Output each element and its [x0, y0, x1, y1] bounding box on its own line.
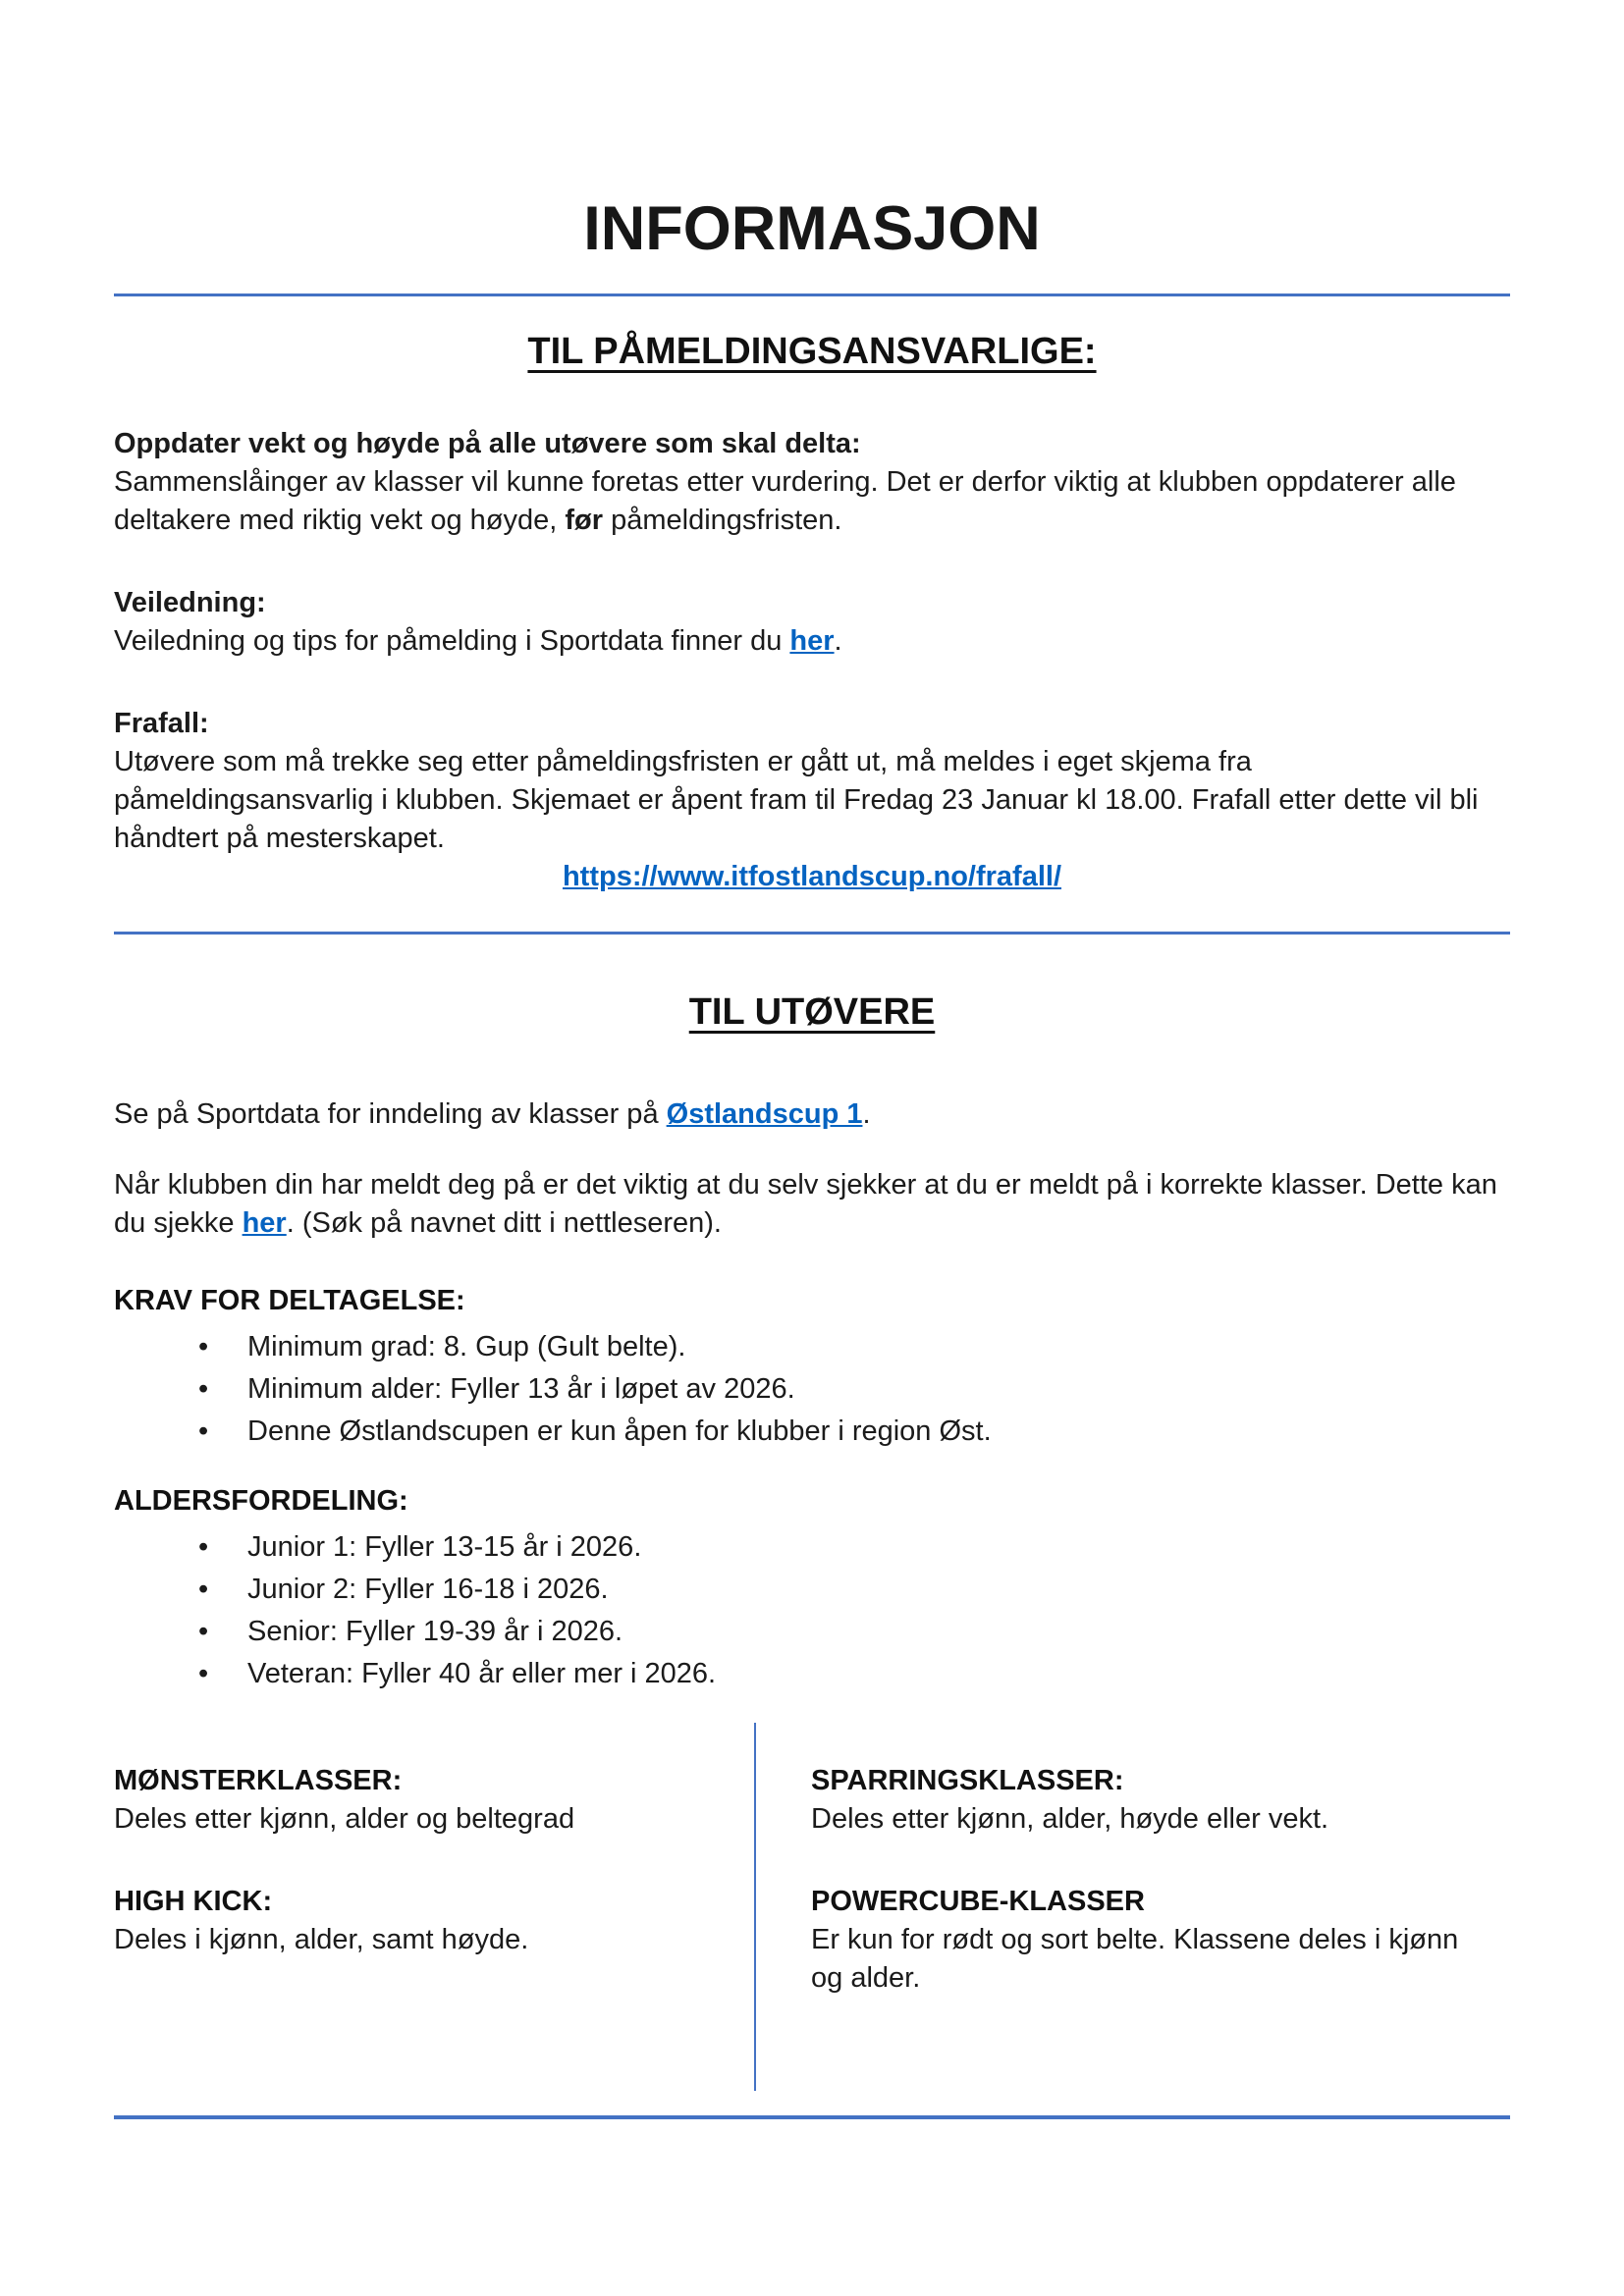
list-item — [114, 1571, 1510, 1609]
update-weight-paragraph — [114, 425, 1510, 540]
list-item — [114, 1613, 1510, 1651]
powercube-block — [811, 1883, 1463, 1998]
bullet-icon: • — [198, 1331, 209, 1362]
section-divider-top — [114, 294, 1510, 296]
classes-line-1: Se på Sportdata for inndeling av klasser på — [114, 1098, 667, 1130]
class-types-columns — [114, 1723, 1510, 2091]
bullet-icon: • — [198, 1616, 209, 1647]
age-group-text: Veteran: Fyller 40 år eller mer i 2026. — [247, 1658, 717, 1689]
registration-section-heading: TIL PÅMELDINGSANSVARLIGE: — [527, 331, 1097, 372]
classes-line — [114, 1095, 1510, 1134]
highkick-heading: HIGH KICK: — [114, 1886, 273, 1917]
ostlandscup-link[interactable]: Østlandscup 1 — [666, 1098, 863, 1130]
sparring-body: Deles etter kjønn, alder, høyde eller vekt. — [811, 1803, 1329, 1835]
athletes-section-heading: TIL UTØVERE — [688, 991, 936, 1033]
list-item — [114, 1528, 1510, 1567]
sparring-heading: SPARRINGSKLASSER: — [811, 1765, 1124, 1796]
requirements-list — [114, 1328, 1510, 1451]
list-item — [114, 1328, 1510, 1366]
requirements-heading: KRAV FOR DELTAGELSE: — [114, 1285, 465, 1316]
requirement-text: Minimum grad: 8. Gup (Gult belte). — [247, 1331, 686, 1362]
age-group-text: Senior: Fyller 19-39 år i 2026. — [247, 1616, 623, 1647]
age-groups-list — [114, 1528, 1510, 1693]
highkick-body: Deles i kjønn, alder, samt høyde. — [114, 1924, 529, 1955]
powercube-heading: POWERCUBE-KLASSER — [811, 1886, 1145, 1917]
age-groups-heading: ALDERSFORDELING: — [114, 1485, 408, 1517]
update-weight-body-1: Sammenslåinger av klasser vil kunne foretas etter vurdering. Det er derfor viktig at klubben oppdaterer alle deltakere med riktig vekt og høyde, — [114, 466, 1456, 536]
guide-body-2: . — [834, 625, 842, 657]
age-group-text: Junior 1: Fyller 13-15 år i 2026. — [247, 1531, 642, 1563]
class-types-right-column — [756, 1723, 1463, 2091]
list-item — [114, 1413, 1510, 1451]
frafall-url-link[interactable]: https://www.itfostlandscup.no/frafall/ — [562, 861, 1062, 892]
list-item — [114, 1370, 1510, 1409]
section-divider-bottom — [114, 2115, 1510, 2119]
update-weight-body-bold: før — [565, 505, 604, 536]
check-line-1: Når klubben din har meldt deg på er det viktig at du selv sjekker at du er meldt på i korrekte klasser. Dette kan du sjekke — [114, 1169, 1497, 1239]
guide-paragraph — [114, 584, 1510, 661]
bullet-icon: • — [198, 1373, 209, 1405]
age-group-text: Junior 2: Fyller 16-18 i 2026. — [247, 1574, 609, 1605]
highkick-block — [114, 1883, 715, 1959]
withdrawal-lead: Frafall: — [114, 708, 209, 739]
monster-heading: MØNSTERKLASSER: — [114, 1765, 403, 1796]
bullet-icon: • — [198, 1658, 209, 1689]
update-weight-body-2: påmeldingsfristen. — [603, 505, 842, 536]
check-her-link[interactable]: her — [242, 1207, 287, 1239]
monster-body: Deles etter kjønn, alder og beltegrad — [114, 1803, 575, 1835]
check-line — [114, 1166, 1510, 1243]
sparring-block — [811, 1762, 1463, 1839]
classes-line-2: . — [862, 1098, 871, 1130]
bullet-icon: • — [198, 1574, 209, 1605]
withdrawal-link-line — [114, 858, 1510, 896]
bullet-icon: • — [198, 1415, 209, 1447]
page-title: INFORMASJON — [583, 194, 1041, 263]
withdrawal-paragraph — [114, 705, 1510, 858]
check-line-2: . (Søk på navnet ditt i nettleseren). — [286, 1207, 722, 1239]
update-weight-lead: Oppdater vekt og høyde på alle utøvere som skal delta: — [114, 428, 861, 459]
guide-body-1: Veiledning og tips for påmelding i Sportdata finner du — [114, 625, 790, 657]
requirement-text: Minimum alder: Fyller 13 år i løpet av 2026. — [247, 1373, 795, 1405]
withdrawal-body: Utøvere som må trekke seg etter påmeldingsfristen er gått ut, må meldes i eget skjema fra påmeldingsansvarlig i klubben. Skjemaet er åpent fram til Fredag 23 Januar kl 18.00. Frafall etter dette vil bli håndtert på mesterskapet. — [114, 746, 1479, 854]
list-item — [114, 1655, 1510, 1693]
monster-block — [114, 1762, 715, 1839]
guide-lead: Veiledning: — [114, 587, 266, 618]
bullet-icon: • — [198, 1531, 209, 1563]
class-types-left-column — [114, 1723, 756, 2091]
section-divider-middle — [114, 932, 1510, 934]
guide-her-link[interactable]: her — [789, 625, 835, 657]
powercube-body: Er kun for rødt og sort belte. Klassene deles i kjønn og alder. — [811, 1924, 1459, 1994]
requirement-text: Denne Østlandscupen er kun åpen for klubber i region Øst. — [247, 1415, 992, 1447]
